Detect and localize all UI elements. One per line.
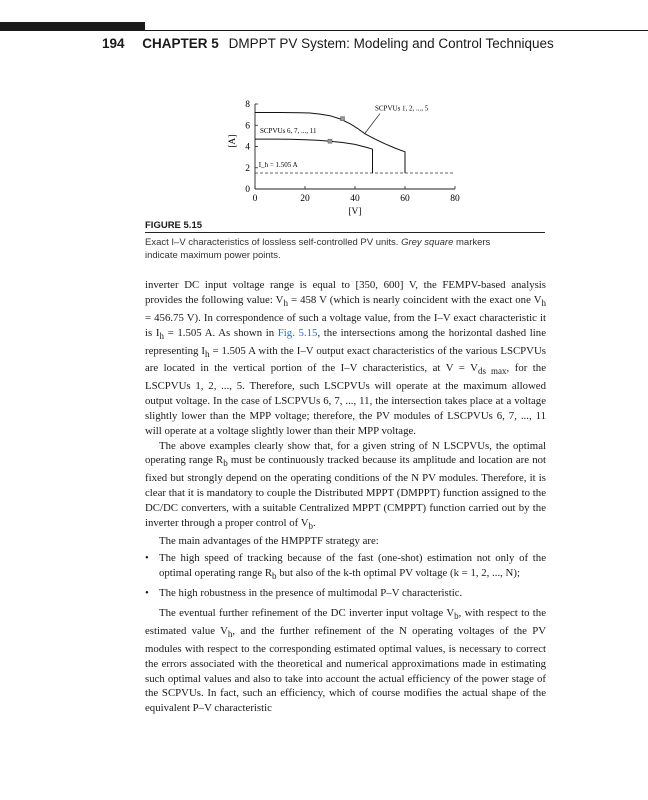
iv-chart — [215, 92, 475, 232]
running-head — [102, 36, 554, 51]
p4-sub: b — [454, 611, 459, 622]
p1-text: , for the LSCPVUs 1, 2, ..., 5. Therefore, such LSCPVUs will operate at the maximum allowed output voltage. In the case of LSCPVUs 6, 7, ..., 11, the intersection takes place at a voltage slightly lower than the MPP voltage; therefore, the PV modules of LSCPVUs 6, 7, ..., 11 will operate at a voltage slightly lower than their MPP voltage. — [145, 362, 546, 437]
paragraph-4 — [145, 606, 546, 716]
p1-sub: h — [204, 348, 210, 359]
y-axis-label: [A] — [228, 134, 238, 148]
paragraph-3: The main advantages of the HMPPTF strategy are: — [159, 534, 379, 547]
bullet1-text: but also of the k-th optimal PV voltage (k = 1, 2, ..., N); — [276, 567, 520, 580]
x-axis-label: [V] — [348, 207, 362, 217]
p1-text: = 456.75 V). In correspondence of such a voltage value, from the I–V exact characteristic it is I — [145, 311, 546, 339]
x-tick-label: 60 — [400, 194, 410, 204]
chapter-title: DMPPT PV System: Modeling and Control Techniques — [228, 36, 554, 51]
mpp-marker — [328, 139, 332, 143]
figure-caption — [145, 236, 515, 262]
x-tick-label: 20 — [300, 194, 310, 204]
y-ticks — [245, 100, 258, 195]
y-tick-label: 4 — [245, 142, 250, 153]
p1-text: , the intersections among the horizontal dashed line representing I — [145, 326, 546, 357]
caption-italic: Grey square — [401, 237, 454, 248]
p1-text: inverter DC input voltage range is equal to [350, 600] V, the FEMPV-based analysis provides the following value: V — [145, 279, 546, 306]
p4-text: , and the further refinement of the N operating voltages of the PV modules with respect to the corresponding estimated optimal values, is necessary to correct the errors associated with the theoretical and numerical approximations made in estimating such optimal values and also to take into account the actual efficiency of the power stage of the SCPVUs. In fact, such an efficiency, which of course modifies the actual shape of the equivalent P–V characteristic — [145, 624, 546, 715]
p2-sub: b — [308, 520, 314, 531]
p1-text: = 1.505 A with the I–V output exact characteristics of the various LSCPVUs are located in the vertical portion of the I–V characteristics, at V = V — [145, 344, 546, 375]
x-tick-label: 40 — [350, 194, 360, 204]
p4-text: , with respect to the estimated value V — [145, 607, 546, 637]
p2-text: must be continuously tracked because its amplitude and location are not fixed but strongly depend on the operating conditions of the N PV modules. Therefore, it is clear that it is mandatory to couple the Distributed MPPT (DMPPT) function assigned to the DC/DC converters, with a suitable Centralized MPPT (CMPPT) function carried out by the inverter through a proper control of V — [145, 454, 546, 529]
header-bar — [0, 22, 145, 31]
x-tick-label: 80 — [450, 194, 460, 204]
p1-text: = 1.505 A. As shown in — [163, 326, 278, 339]
list-item: • The high robustness in the presence of multimodal P–V characteristic. — [145, 586, 546, 601]
annotation-scpvus-1-5: SCPVUs 1, 2, ..., 5 — [375, 104, 429, 113]
mpp-markers — [328, 117, 345, 144]
p1-sub: h — [541, 297, 547, 308]
mpp-marker — [341, 117, 345, 121]
p1-sub: h — [283, 297, 288, 308]
paragraph-2 — [145, 439, 546, 534]
y-tick-label: 0 — [245, 185, 250, 195]
p1-sub: ds max — [477, 366, 507, 377]
p2-text: . — [313, 516, 316, 529]
body-text — [145, 278, 546, 716]
advantages-list — [145, 551, 546, 601]
p4-text: The eventual further refinement of the DC inverter input voltage V — [159, 607, 455, 620]
y-tick-label: 8 — [245, 100, 250, 110]
page-number: 194 — [102, 36, 125, 51]
p2-text: The above examples clearly show that, for a given string of N LSCPVUs, the optimal operating range R — [145, 439, 546, 467]
annotation-scpvus-6-11: SCPVUs 6, 7, ..., 11 — [260, 127, 317, 136]
x-tick-label: 0 — [252, 194, 258, 204]
chart-axes — [255, 104, 455, 189]
paragraph-1 — [145, 278, 546, 439]
header-rule — [145, 30, 648, 31]
bullet1-text: The high speed of tracking because of the fast (one-shot) estimation not only of the optimal operating range R — [159, 552, 546, 580]
annotation-arrow-1-5 — [365, 114, 380, 134]
chapter-label: CHAPTER 5 — [142, 36, 219, 51]
figure-rule — [145, 232, 545, 233]
figure-label: FIGURE 5.15 — [145, 220, 203, 231]
annotation-ih: I_h = 1.505 A — [258, 161, 298, 170]
p1-text: = 458 V (which is nearly coincident with the exact one V — [287, 293, 542, 306]
caption-text-end: markers indicate maximum power points. — [145, 237, 491, 261]
figure-link[interactable]: Fig. 5.15 — [277, 326, 318, 339]
y-tick-label: 2 — [245, 163, 250, 174]
iv-characteristics-figure — [215, 92, 475, 232]
y-tick-label: 6 — [245, 121, 250, 132]
list-item — [145, 551, 546, 584]
p2-sub: b — [223, 458, 228, 469]
caption-text: Exact I–V characteristics of lossless self-controlled PV units. — [145, 237, 402, 248]
bullet1-sub: b — [272, 571, 277, 582]
p4-sub: h — [227, 629, 233, 640]
p1-sub: h — [159, 330, 164, 341]
